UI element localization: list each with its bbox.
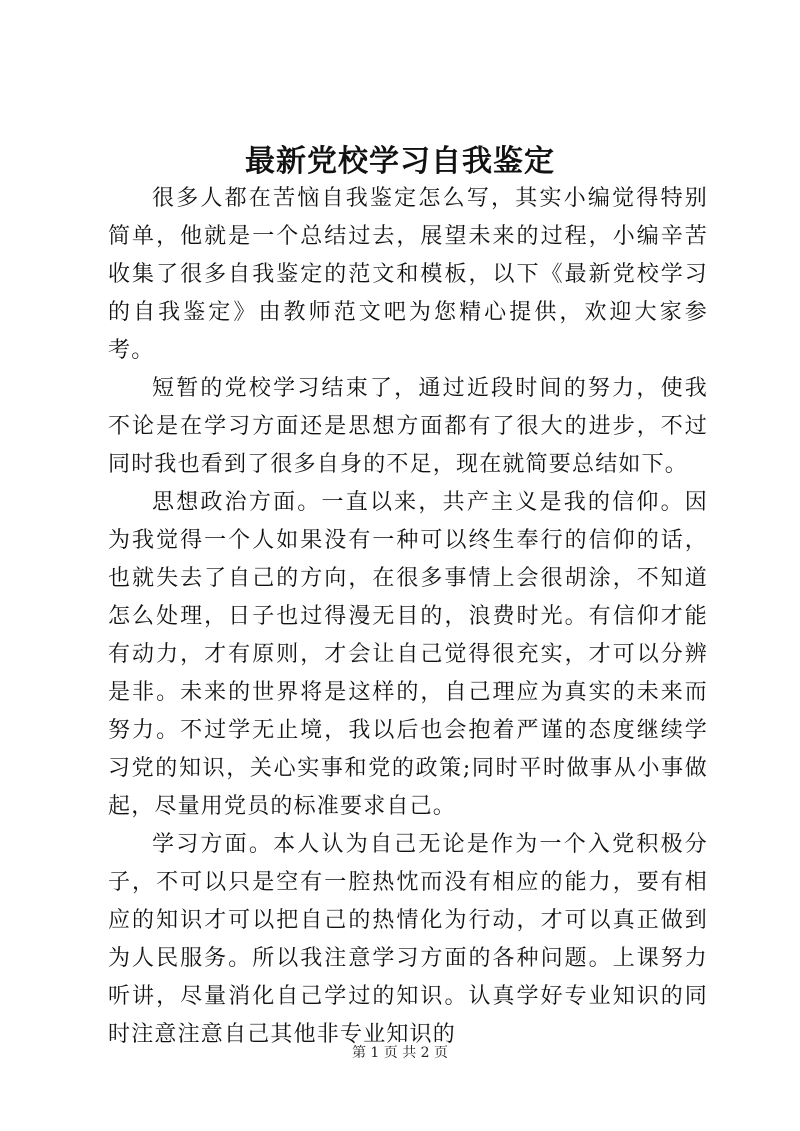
paragraph-intro: 很多人都在苦恼自我鉴定怎么写，其实小编觉得特别简单，他就是一个总结过去，展望未来的过程，小编辛苦收集了很多自我鉴定的范文和模板，以下《最新党校学习的自我鉴定》由教师范文吧为您精心提供，欢迎大家参考。: [108, 186, 708, 363]
paragraph-political-thought: 思想政治方面。一直以来，共产主义是我的信仰。因为我觉得一个人如果没有一种可以终生奉行的信仰的话，也就失去了自己的方向，在很多事情上会很胡涂，不知道怎么处理，日子也过得漫无目的，浪费时光。有信仰才能有动力，才有原则，才会让自己觉得很充实，才可以分辨是非。未来的世界将是这样的，自己理应为真实的未来而努力。不过学无止境，我以后也会抱着严谨的态度继续学习党的知识，关心实事和党的政策;同时平时做事从小事做起，尽量用党员的标准要求自己。: [108, 490, 708, 819]
paragraph-summary: 短暂的党校学习结束了，通过近段时间的努力，使我不论是在学习方面还是思想方面都有了很大的进步，不过同时我也看到了很多自身的不足，现在就简要总结如下。: [108, 376, 708, 477]
document-title: 最新党校学习自我鉴定: [245, 144, 555, 179]
document-body: [108, 180, 708, 1054]
page-number-footer: 第 1 页 共 2 页: [351, 1045, 449, 1061]
paragraph-study: 学习方面。本人认为自己无论是作为一个入党积极分子，不可以只是空有一腔热忱而没有相应的能力，要有相应的知识才可以把自己的热情化为行动，才可以真正做到为人民服务。所以我注意学习方面的各种问题。上课努力听讲，尽量消化自己学过的知识。认真学好专业知识的同时注意注意自己其他非专业知识的: [108, 832, 708, 1047]
